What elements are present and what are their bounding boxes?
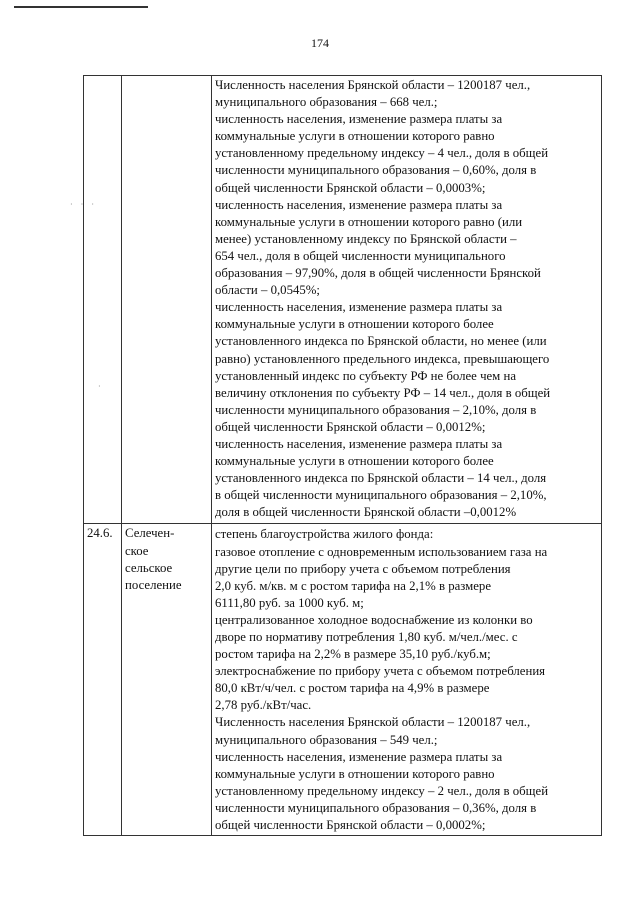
- description-line: величину отклонения по субъекту РФ – 14 чел., доля в общей: [215, 385, 551, 400]
- description-line: численности муниципального образования – 0,60%, доля в: [215, 163, 537, 178]
- description-line: коммунальные услуги в отношении которого равно (или: [215, 214, 523, 229]
- settlement-name-line: Селечен-: [125, 526, 175, 541]
- description-cell: [212, 76, 602, 524]
- description-line: общей численности Брянской области – 0,0002%;: [215, 818, 486, 833]
- description-line: в общей численности муниципального образования – 2,10%,: [215, 488, 547, 503]
- description-line: коммунальные услуги в отношении которого более: [215, 317, 494, 332]
- settlement-name-line: сельское: [125, 560, 173, 575]
- description-line: дворе по нормативу потребления 1,80 куб. м/чел./мес. с: [215, 630, 518, 644]
- description-line: коммунальные услуги в отношении которого равно: [215, 129, 495, 144]
- description-line: муниципального образования – 549 чел.;: [215, 732, 438, 747]
- description-line: численность населения, изменение размера платы за: [215, 436, 503, 451]
- description-line: установленному предельному индексу – 2 чел., доля в общей: [215, 783, 549, 798]
- description-line: установленного индекса по Брянской области, но менее (или: [215, 334, 547, 349]
- table-row: [84, 76, 602, 524]
- description-line: общей численности Брянской области – 0,0003%;: [215, 180, 486, 195]
- description-line: равно) установленного предельного индекса, превышающего: [215, 351, 550, 366]
- description-line: 654 чел., доля в общей численности муниципального: [215, 248, 506, 263]
- description-line: образования – 97,90%, доля в общей численности Брянской: [215, 266, 541, 281]
- description-line: численность населения, изменение размера платы за: [215, 300, 503, 315]
- description-line: другие цели по прибору учета с объемом потребления: [215, 561, 511, 576]
- description-line: 80,0 кВт/ч/чел. с ростом тарифа на 4,9% в размере: [215, 681, 490, 696]
- description-line: ростом тарифа на 2,2% в размере 35,10 руб./куб.м;: [215, 647, 491, 662]
- description-line: численность населения, изменение размера платы за: [215, 749, 503, 764]
- description-line: установленному предельному индексу – 4 чел., доля в общей: [215, 146, 549, 161]
- description-line: численности муниципального образования – 0,36%, доля в: [215, 800, 537, 815]
- top-rule: [14, 6, 148, 8]
- description-line: общей численности Брянской области – 0,0012%;: [215, 419, 486, 434]
- description-line: Численность населения Брянской области – 1200187 чел.,: [215, 78, 531, 92]
- description-line: численность населения, изменение размера платы за: [215, 112, 503, 127]
- settlement-name-line: поселение: [125, 577, 182, 592]
- description-line: установленного индекса по Брянской области – 14 чел., доля: [215, 471, 547, 486]
- description-cell: [212, 524, 602, 836]
- description-line: численности муниципального образования – 2,10%, доля в: [215, 402, 537, 417]
- description-line: установленный индекс по субъекту РФ не более чем на: [215, 368, 517, 383]
- settlement-name-cell: [122, 524, 212, 836]
- row-number-cell: [84, 76, 122, 524]
- description-line: численность населения, изменение размера платы за: [215, 197, 503, 212]
- description-line: муниципального образования – 668 чел.;: [215, 95, 438, 110]
- margin-marks: · · ·: [70, 200, 97, 209]
- description-line: 6111,80 руб. за 1000 куб. м;: [215, 595, 364, 610]
- description-line: газовое отопление с одновременным использованием газа на: [215, 544, 548, 559]
- description-line: электроснабжение по прибору учета с объемом потребления: [215, 664, 546, 679]
- margin-mark: ·: [98, 382, 101, 391]
- description-line: доля в общей численности Брянской области –0,0012%: [215, 505, 517, 520]
- description-line: 2,78 руб./кВт/час.: [215, 698, 312, 713]
- row-number: 24.6.: [87, 526, 113, 541]
- description-line: Численность населения Брянской области – 1200187 чел.,: [215, 715, 531, 730]
- description-line: централизованное холодное водоснабжение из колонки во: [215, 612, 533, 627]
- description-line: области – 0,0545%;: [215, 283, 320, 298]
- table-row: [84, 524, 602, 836]
- document-table: [83, 75, 602, 836]
- description-line: коммунальные услуги в отношении которого равно: [215, 766, 495, 781]
- settlement-name-cell: [122, 76, 212, 524]
- description-line: коммунальные услуги в отношении которого более: [215, 454, 494, 469]
- settlement-name-line: ское: [125, 543, 149, 558]
- row-number-cell: [84, 524, 122, 836]
- page-number: 174: [311, 36, 329, 50]
- description-line: степень благоустройства жилого фонда:: [215, 527, 434, 542]
- description-line: менее) установленному индексу по Брянской области –: [215, 231, 517, 246]
- description-line: 2,0 куб. м/кв. м с ростом тарифа на 2,1% в размере: [215, 578, 492, 593]
